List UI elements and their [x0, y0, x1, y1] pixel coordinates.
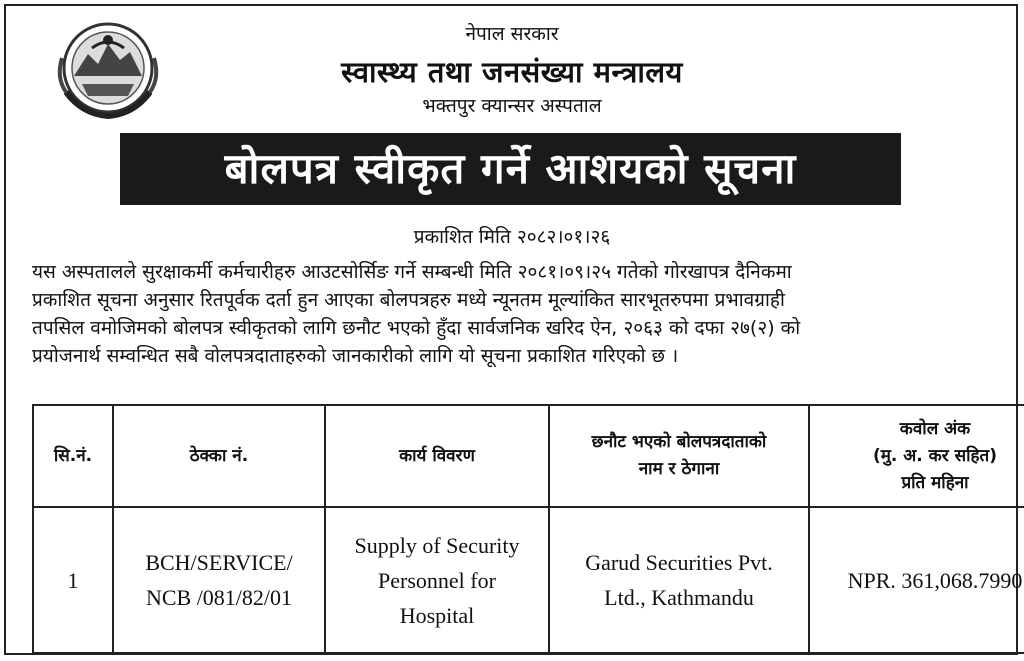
body-line: प्रकाशित सूचना अनुसार रितपूर्वक दर्ता हुन आएका बोलपत्रहरु मध्ये न्यूनतम मूल्यांकित सारभूतरुपमा प्रभावग्राही: [32, 289, 785, 311]
header-amount-line: प्रति महिना: [901, 472, 969, 493]
cell-contract-no: [113, 507, 325, 653]
cell-sn: 1: [33, 507, 113, 653]
header-sn: सि.नं.: [33, 405, 113, 507]
published-date: प्रकाशित मिति २०८२।०१।२६: [413, 226, 611, 248]
cell-bidder: [549, 507, 809, 653]
tender-table: [32, 404, 1024, 654]
notice-title-banner: बोलपत्र स्वीकृत गर्ने आशयको सूचना: [120, 133, 901, 205]
header-work-description: कार्य विवरण: [325, 405, 549, 507]
header-contract-no: ठेक्का नं.: [113, 405, 325, 507]
table-header-row: [33, 405, 1024, 507]
header-amount-line: (मु. अ. कर सहित): [873, 445, 997, 466]
cell-line: Personnel for: [378, 567, 496, 593]
ministry-name: स्वास्थ्य तथा जनसंख्या मन्त्रालय: [341, 55, 683, 89]
notice-body: [32, 258, 994, 370]
header-amount-line: कवोल अंक: [899, 418, 971, 439]
header-bid-amount: [809, 405, 1024, 507]
header-bidder-line: छनौट भएको बोलपत्रदाताको: [591, 432, 767, 452]
cell-line: Supply of Security: [354, 532, 520, 558]
cell-amount: NPR. 361,068.7990: [809, 507, 1024, 653]
table-row: [33, 507, 1024, 653]
government-name: नेपाल सरकार: [465, 23, 559, 45]
cell-work-description: [325, 507, 549, 653]
header-bidder: [549, 405, 809, 507]
hospital-name: भक्तपुर क्यान्सर अस्पताल: [422, 95, 602, 117]
header-bidder-line: नाम र ठेगाना: [638, 459, 720, 479]
body-line: तपसिल वमोजिमको बोलपत्र स्वीकृतको लागि छनौट भएको हुँदा सार्वजनिक खरिद ऐन, २०६३ को दफा २७(२) को: [32, 317, 801, 339]
cell-line: Hospital: [399, 602, 475, 628]
cell-line: NCB /081/82/01: [145, 585, 293, 610]
body-line: यस अस्पतालले सुरक्षाकर्मी कर्मचारीहरु आउटसोर्सिङ गर्ने सम्बन्धी मिति २०८१।०९।२५ गतेको गोरखापत्र दैनिकमा: [32, 261, 792, 283]
cell-line: Ltd., Kathmandu: [604, 585, 754, 610]
cell-line: BCH/SERVICE/: [145, 550, 293, 575]
body-line: प्रयोजनार्थ सम्वन्धित सबै वोलपत्रदाताहरुको जानकारीको लागि यो सूचना प्रकाशित गरिएको छ ।: [32, 345, 679, 367]
cell-line: Garud Securities Pvt.: [585, 550, 773, 575]
